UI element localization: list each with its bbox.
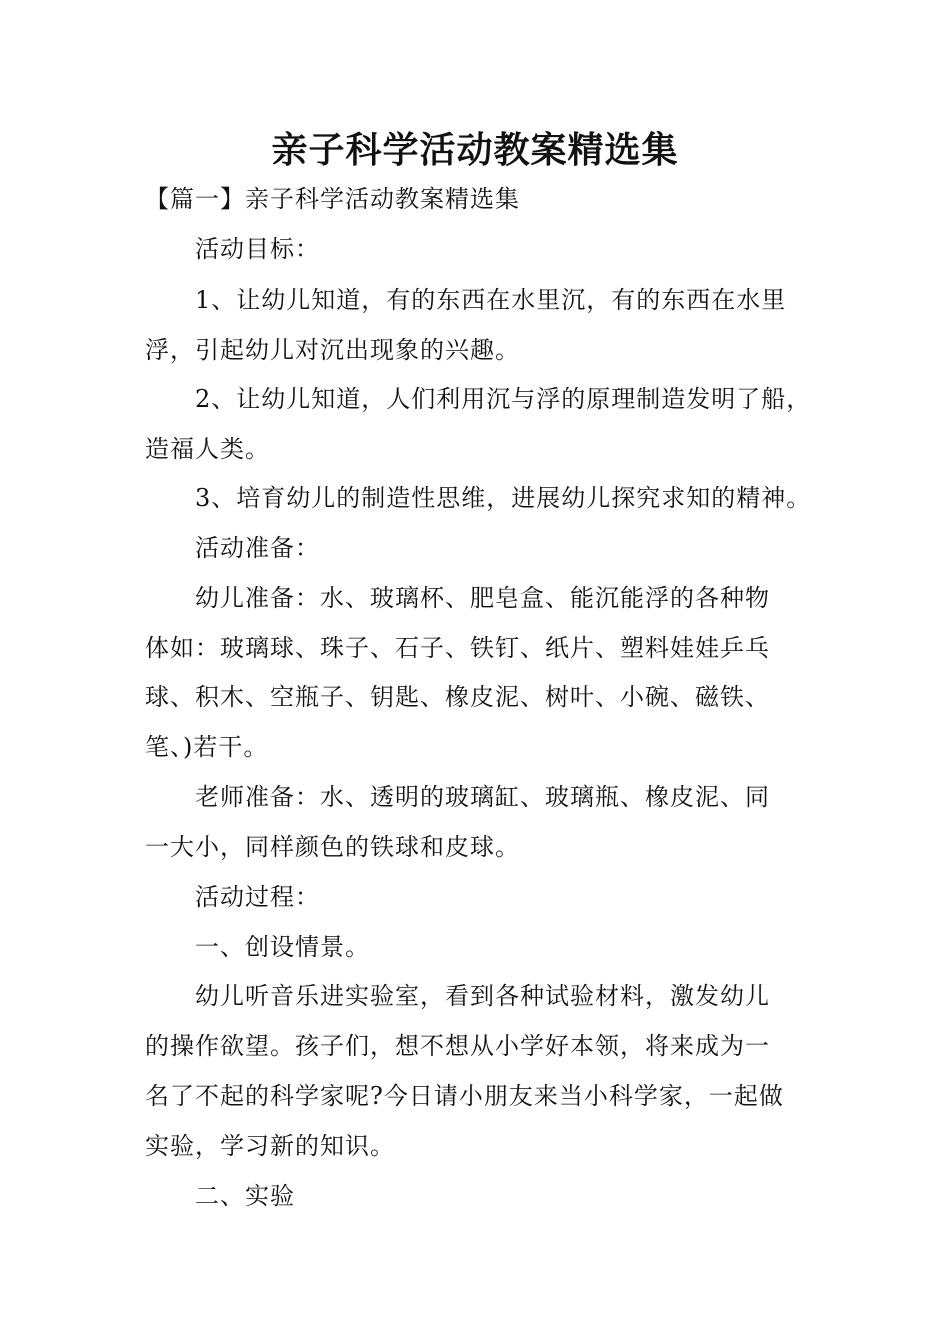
paragraph-line: 幼儿准备：水、玻璃杯、肥皂盒、能沉能浮的各种物: [195, 584, 770, 612]
paragraph-line: 老师准备：水、透明的玻璃缸、玻璃瓶、橡皮泥、同: [195, 783, 770, 811]
paragraph-line: 一大小，同样颜色的铁球和皮球。: [145, 833, 520, 861]
paragraph-line: 2、让幼儿知道，人们利用沉与浮的原理制造发明了船，: [195, 385, 812, 413]
paragraph-line: 名了不起的科学家呢?今日请小朋友来当小科学家，一起做: [145, 1082, 784, 1110]
paragraph-line: 3、培育幼儿的制造性思维，进展幼儿探究求知的精神。: [195, 484, 812, 512]
paragraph-line: 幼儿听音乐进实验室，看到各种试验材料，激发幼儿: [195, 982, 770, 1010]
paragraph-line: 活动准备：: [195, 534, 320, 562]
paragraph-line: 二、实验: [195, 1182, 295, 1210]
paragraph-line: 活动目标：: [195, 235, 320, 263]
paragraph-line: 浮，引起幼儿对沉出现象的兴趣。: [145, 336, 520, 364]
paragraph-line: 的操作欲望。孩子们，想不想从小学好本领，将来成为一: [145, 1032, 770, 1060]
paragraph-line: 活动过程：: [195, 883, 320, 911]
paragraph-line: 造福人类。: [145, 435, 270, 463]
paragraph-line: 球、积木、空瓶子、钥匙、橡皮泥、树叶、小碗、磁铁、: [145, 683, 770, 711]
paragraph-line: 体如：玻璃球、珠子、石子、铁钉、纸片、塑料娃娃乒乓: [145, 634, 770, 662]
paragraph-line: 1、让幼儿知道，有的东西在水里沉，有的东西在水里: [195, 286, 787, 314]
document-title: 亲子科学活动教案精选集: [271, 129, 679, 171]
section-heading: 【篇一】亲子科学活动教案精选集: [145, 185, 520, 213]
paragraph-line: 笔、)若干。: [145, 733, 269, 761]
paragraph-line: 一、创设情景。: [195, 933, 370, 961]
paragraph-line: 实验，学习新的知识。: [145, 1132, 395, 1160]
